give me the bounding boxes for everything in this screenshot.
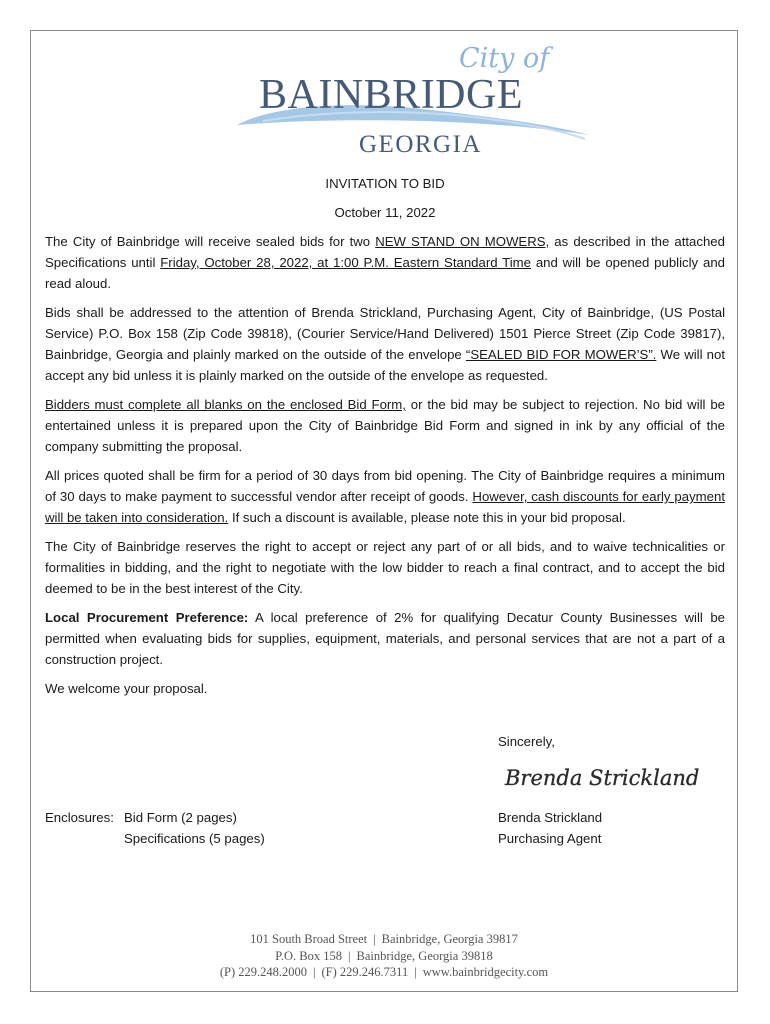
footer-fax: (F) 229.246.7311 bbox=[321, 965, 409, 979]
footer-line-2: P.O. Box 158 | Bainbridge, Georgia 39818 bbox=[275, 948, 493, 963]
p1-text-2: as described in the attached Specifications until bbox=[45, 234, 725, 270]
letter-footer bbox=[31, 931, 737, 981]
enclosure-row bbox=[45, 828, 265, 849]
logo-city-name: BAINBRIDGE bbox=[259, 72, 523, 118]
letter-body bbox=[45, 173, 725, 699]
signature-text: Brenda Strickland bbox=[505, 766, 700, 790]
p6-bold-label: Local Procurement Preference: bbox=[45, 610, 249, 625]
p4-underline-discounts: However, cash discounts for early payment will be taken into consideration. bbox=[45, 489, 725, 525]
letter-date: October 11, 2022 bbox=[334, 205, 436, 220]
enclosure-item: Specifications (5 pages) bbox=[124, 831, 265, 846]
enclosure-row bbox=[45, 807, 265, 828]
paragraph-6 bbox=[45, 607, 725, 670]
p2-text-2: We will not accept any bid unless it is plainly marked on the outside of the envelope as requested. bbox=[45, 347, 725, 383]
paragraph-1 bbox=[45, 231, 725, 294]
logo-city-of: City of bbox=[459, 43, 550, 74]
p5-text-1: The City of Bainbridge reserves the right to accept or reject any part of or all bids, and to waive technicalities or formalities in bidding, and the right to negotiate with the low bidder to reach a final contract, and to accept the bid deemed to be in the best interest of the City. bbox=[45, 539, 725, 596]
footer-city-street: Bainbridge, Georgia 39817 bbox=[381, 932, 518, 946]
logo-state-name: GEORGIA bbox=[359, 131, 482, 158]
signature-image bbox=[501, 759, 700, 795]
p6-text-1: A local preference of 2% for qualifying Decatur County Businesses will be permitted when evaluating bids for supplies, equipment, materials, and personal services that are not a part of a construction project. bbox=[45, 610, 725, 667]
enclosure-item: Bid Form (2 pages) bbox=[124, 810, 237, 825]
enclosures-block bbox=[45, 807, 265, 849]
closing: Sincerely, bbox=[498, 734, 555, 749]
footer-po-box: P.O. Box 158 bbox=[275, 948, 342, 963]
letter-heading: INVITATION TO BID bbox=[325, 176, 445, 191]
paragraph-3 bbox=[45, 394, 725, 457]
p3-text-1: or the bid may be subject to rejection. No bid will be entertained unless it is prepared upon the City of Bainbridge Bid Form and signed in ink by any official of the company submitting the proposal. bbox=[45, 397, 725, 454]
footer-line-3: (P) 229.248.2000 | (F) 229.246.7311 | www.bainbridgecity.com bbox=[219, 965, 549, 979]
p1-text-1: The City of Bainbridge will receive sealed bids for two bbox=[45, 234, 376, 249]
paragraph-5 bbox=[45, 536, 725, 599]
enclosures-label: Enclosures: bbox=[45, 810, 114, 825]
p2-underline-marking: “SEALED BID FOR MOWER’S”. bbox=[465, 347, 657, 362]
footer-phone: (P) 229.248.2000 bbox=[219, 965, 307, 979]
paragraph-4 bbox=[45, 465, 725, 528]
p1-underline-item: NEW STAND ON MOWERS, bbox=[375, 234, 550, 249]
paragraph-7: We welcome your proposal. bbox=[45, 681, 208, 696]
signer-block bbox=[498, 807, 602, 849]
footer-street: 101 South Broad Street bbox=[250, 932, 368, 946]
p4-text-1: All prices quoted shall be firm for a period of 30 days from bid opening. The City of Bainbridge requires a minimum of 30 days to make payment to successful vendor after receipt of goods. bbox=[45, 468, 725, 504]
p1-underline-deadline: Friday, October 28, 2022, at 1:00 P.M. Eastern Standard Time bbox=[160, 255, 531, 270]
p3-underline-bidform: Bidders must complete all blanks on the enclosed Bid Form, bbox=[45, 397, 406, 412]
p2-text-1: Bids shall be addressed to the attention of Brenda Strickland, Purchasing Agent, City of Bainbridge, (US Postal Service) P.O. Box 158 (Zip Code 39818), (Courier Service/Hand Delivered) 1501 Pierce Street (Zip Code 39817), Bainbridge, Georgia and plainly marked on the outside of the envelope bbox=[45, 305, 725, 362]
letter-page bbox=[30, 30, 738, 992]
signer-name: Brenda Strickland bbox=[498, 810, 603, 825]
footer-city-po: Bainbridge, Georgia 39818 bbox=[356, 948, 493, 963]
city-logo bbox=[233, 43, 593, 173]
footer-line-1: 101 South Broad Street | Bainbridge, Georgia 39817 bbox=[250, 932, 518, 946]
footer-website-link[interactable]: www.bainbridgecity.com bbox=[422, 965, 549, 979]
p1-text-3: and will be opened publicly and read aloud. bbox=[45, 255, 725, 291]
p4-text-2: If such a discount is available, please note this in your bid proposal. bbox=[228, 510, 626, 525]
paragraph-2 bbox=[45, 302, 725, 386]
signer-title: Purchasing Agent bbox=[498, 831, 602, 846]
